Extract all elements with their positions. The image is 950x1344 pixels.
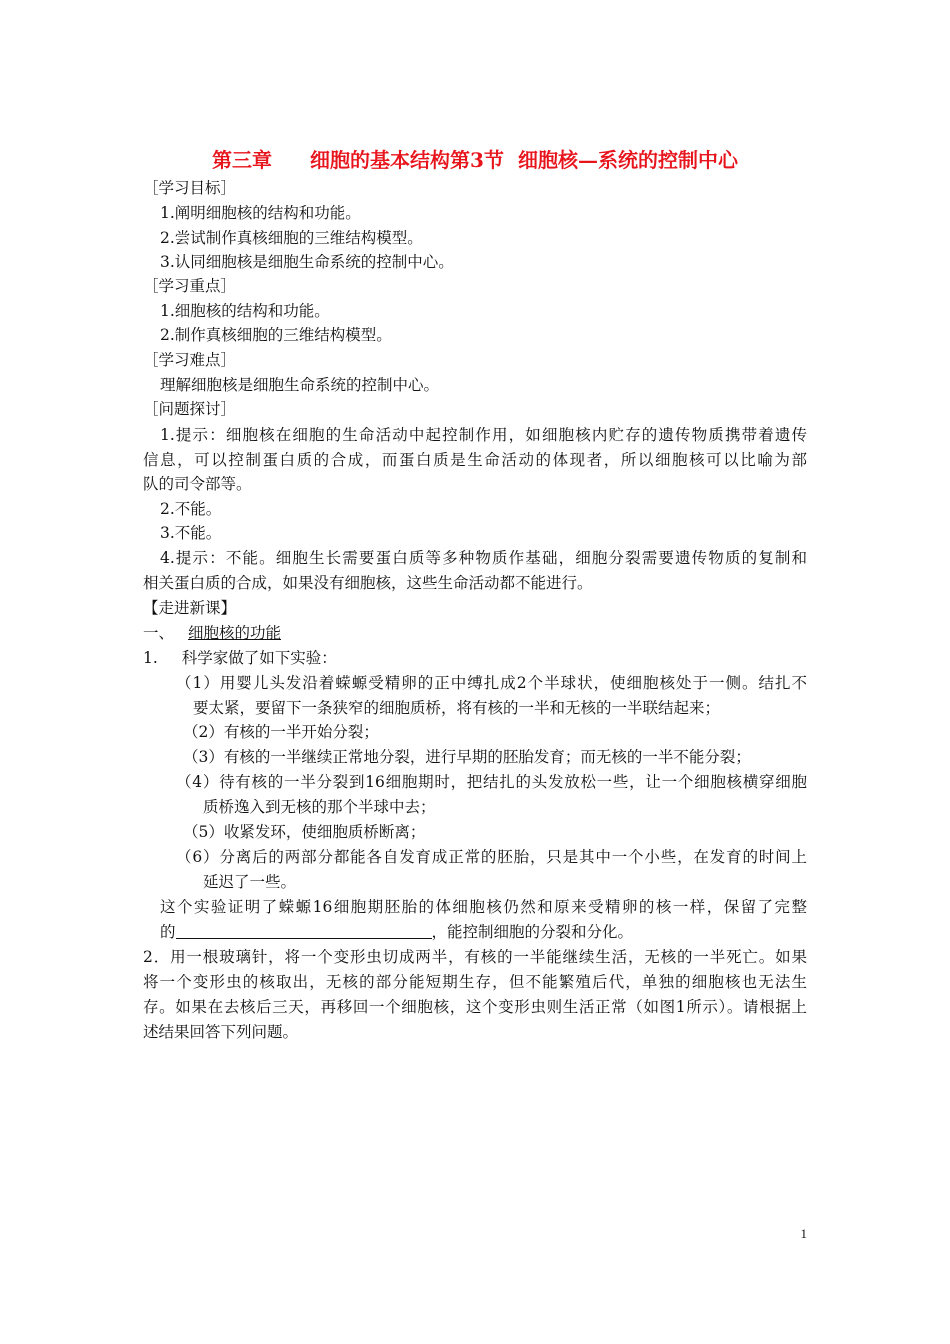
title-topic: 细胞核—系统的控制中心 xyxy=(517,148,738,172)
discussion-q4-line: 4.提示：不能。细胞生长需要蛋白质等多种物质作基础，细胞分裂需要遗传物质的复制和 xyxy=(160,549,807,567)
new-lesson-heading: 【走进新课】 xyxy=(143,599,237,617)
discussion-q3: 3.不能。 xyxy=(160,524,222,542)
objective-item: 2.尝试制作真核细胞的三维结构模型。 xyxy=(160,229,423,247)
step-2: （2）有核的一半开始分裂； xyxy=(183,723,379,741)
step-1-line: （1）用婴儿头发沿着蝾螈受精卵的正中缚扎成2个半球状，使细胞核处于一侧。结扎不 xyxy=(176,674,807,692)
item-number: 1. xyxy=(143,649,158,667)
objectives-heading: ［学习目标］ xyxy=(143,179,237,197)
conclusion-suffix: ，能控制细胞的分裂和分化。 xyxy=(431,923,634,941)
difficulty-heading: ［学习难点］ xyxy=(143,351,237,369)
objective-item: 1.阐明细胞核的结构和功能。 xyxy=(160,204,361,222)
conclusion-line xyxy=(160,920,633,944)
fill-in-blank[interactable] xyxy=(176,920,432,939)
experiment-2-line: 2．用一根玻璃针，将一个变形虫切成两半，有核的一半能继续生活，无核的一半死亡。如果 xyxy=(143,948,807,966)
section-title: 细胞核的功能 xyxy=(188,624,282,642)
page-title xyxy=(0,146,950,174)
step-6-line: （6）分离后的两部分都能各自发育成正常的胚胎，只是其中一个小些，在发育的时间上 xyxy=(176,848,807,866)
discussion-q1-line: 信息，可以控制蛋白质的合成，而蛋白质是生命活动的体现者，所以细胞核可以比喻为部 xyxy=(143,451,807,469)
discussion-q1-line: 1.提示：细胞核在细胞的生命活动中起控制作用，如细胞核内贮存的遗传物质携带着遗传 xyxy=(160,426,807,444)
experiment-1-intro xyxy=(143,646,337,670)
step-6-line: 延迟了一些。 xyxy=(203,873,297,891)
step-4-line: （4）待有核的一半分裂到16细胞期时，把结扎的头发放松一些，让一个细胞核横穿细胞 xyxy=(176,773,807,791)
item-text: 科学家做了如下实验： xyxy=(181,649,337,667)
keypoint-item: 2.制作真核细胞的三维结构模型。 xyxy=(160,326,392,344)
discussion-q1-line: 队的司令部等。 xyxy=(143,475,252,493)
discussion-heading: ［问题探讨］ xyxy=(143,400,237,418)
difficulty-item: 理解细胞核是细胞生命系统的控制中心。 xyxy=(160,376,440,394)
keypoint-item: 1.细胞核的结构和功能。 xyxy=(160,302,330,320)
page-number: 1 xyxy=(800,1226,807,1241)
section-number: 一、 xyxy=(143,624,175,642)
section-heading xyxy=(143,621,281,645)
step-3: （3）有核的一半继续正常地分裂，进行早期的胚胎发育；而无核的一半不能分裂； xyxy=(183,748,751,766)
experiment-2-line: 存。如果在去核后三天，再移回一个细胞核，这个变形虫则生活正常（如图1所示）。请根据上 xyxy=(143,998,807,1016)
step-1-line: 要太紧，要留下一条狭窄的细胞质桥，将有核的一半和无核的一半联结起来； xyxy=(193,699,721,717)
conclusion-prefix: 的 xyxy=(160,923,176,941)
discussion-q4-line: 相关蛋白质的合成，如果没有细胞核，这些生命活动都不能进行。 xyxy=(143,574,593,592)
discussion-q2: 2.不能。 xyxy=(160,500,222,518)
step-5: （5）收紧发环，使细胞质桥断离； xyxy=(183,823,426,841)
title-section: 细胞的基本结构第3节 xyxy=(310,148,504,172)
objective-item: 3.认同细胞核是细胞生命系统的控制中心。 xyxy=(160,253,454,271)
conclusion-line: 这个实验证明了蝾螈16细胞期胚胎的体细胞核仍然和原来受精卵的核一样，保留了完整 xyxy=(160,898,807,916)
title-chapter: 第三章 xyxy=(212,148,273,172)
step-4-line: 质桥逸入到无核的那个半球中去； xyxy=(203,798,436,816)
keypoints-heading: ［学习重点］ xyxy=(143,277,237,295)
experiment-2-line: 述结果回答下列问题。 xyxy=(143,1023,299,1041)
experiment-2-line: 将一个变形虫的核取出，无核的部分能短期生存，但不能繁殖后代，单独的细胞核也无法生 xyxy=(143,973,807,991)
